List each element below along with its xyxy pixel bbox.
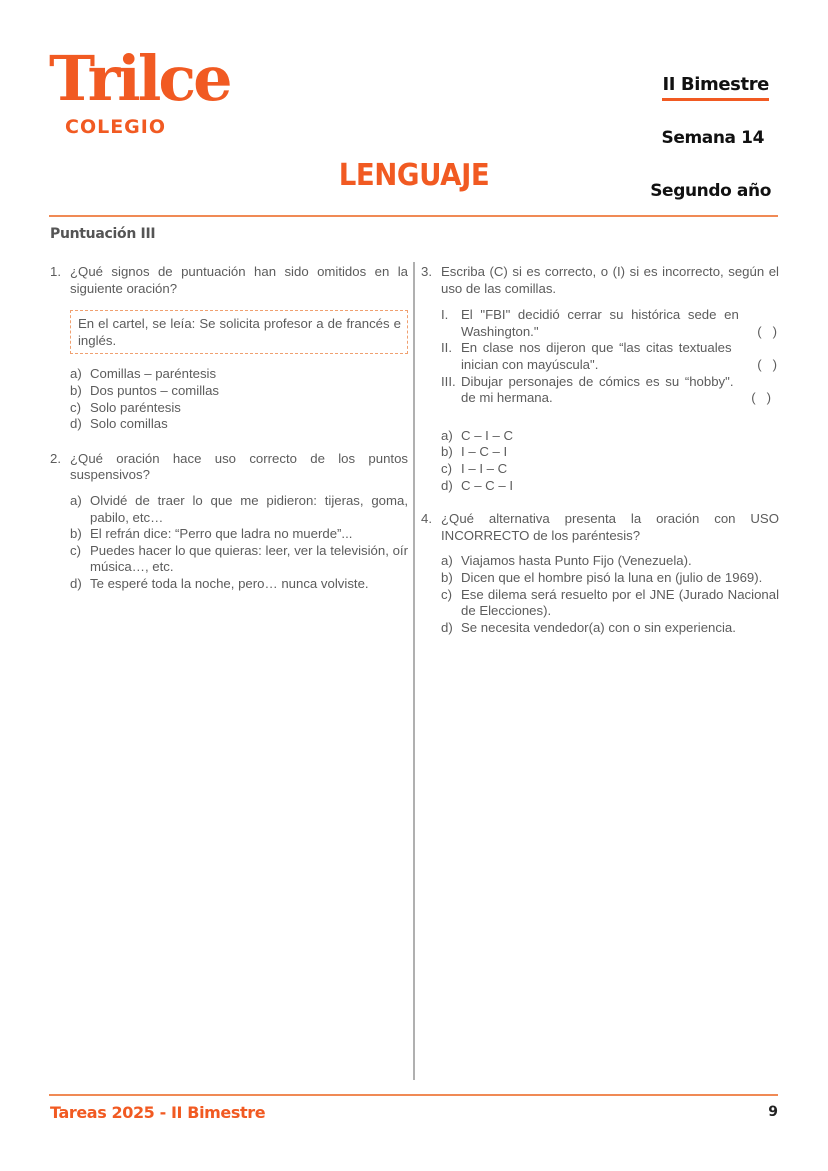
statement-numeral: III. <box>441 373 456 389</box>
left-column <box>50 264 408 593</box>
option-letter: b) <box>70 526 82 542</box>
statement-text: El "FBI" decidió cerrar su histórica sede en <box>461 307 739 323</box>
option-text: C – C – I <box>461 477 514 493</box>
grade-label: Segundo año <box>650 181 771 201</box>
option-letter: c) <box>441 586 452 602</box>
quote-box: En el cartel, se leía: Se solicita profesor a de francés e inglés. <box>70 310 408 354</box>
question-1 <box>50 264 408 433</box>
statements-list <box>441 307 779 407</box>
option-d[interactable] <box>441 620 779 637</box>
option-d[interactable] <box>70 576 408 593</box>
option-text: I – I – C <box>461 460 508 476</box>
question-number: 1. <box>50 264 61 279</box>
logo-subtitle: COLEGIO <box>65 116 166 138</box>
option-text: Se necesita vendedor(a) con o sin experiencia. <box>461 619 736 635</box>
question-4 <box>421 511 779 636</box>
option-letter: c) <box>70 399 81 415</box>
option-text: Solo paréntesis <box>90 399 181 415</box>
topic-title: Puntuación III <box>50 226 156 242</box>
answer-blank[interactable]: ( ) <box>757 356 777 372</box>
option-b[interactable] <box>70 383 408 400</box>
options-list <box>441 553 779 636</box>
option-text: Te esperé toda la noche, pero… nunca volviste. <box>90 575 369 591</box>
option-b[interactable] <box>70 526 408 543</box>
question-text: ¿Qué signos de puntuación han sido omitidos en la siguiente oración? <box>70 264 408 296</box>
option-text: I – C – I <box>461 444 508 460</box>
option-letter: b) <box>441 569 453 585</box>
question-text: ¿Qué oración hace uso correcto de los puntos suspensivos? <box>70 450 408 483</box>
option-b[interactable] <box>441 570 779 587</box>
option-a[interactable] <box>70 493 408 526</box>
option-text: C – I – C <box>461 427 514 443</box>
statement-text-cont: inician con mayúscula". <box>461 356 599 372</box>
option-letter: c) <box>70 542 81 558</box>
option-letter: b) <box>70 382 82 398</box>
option-letter: a) <box>441 427 453 443</box>
option-letter: a) <box>70 366 82 382</box>
statement-numeral: II. <box>441 340 452 356</box>
logo-wordmark: Trilce <box>49 42 230 115</box>
option-text: El refrán dice: “Perro que ladra no muerde”... <box>90 526 353 542</box>
statement-1 <box>441 307 779 340</box>
option-c[interactable] <box>441 587 779 620</box>
option-b[interactable] <box>441 444 779 461</box>
answer-blank[interactable]: ( ) <box>757 323 777 339</box>
subject-title: LENGUAJE <box>338 158 490 193</box>
statement-text-cont: de mi hermana. <box>461 390 553 406</box>
statement-numeral: I. <box>441 307 449 323</box>
statement-3 <box>441 374 779 407</box>
option-letter: b) <box>441 444 453 460</box>
option-text: Viajamos hasta Punto Fijo (Venezuela). <box>461 553 692 569</box>
option-d[interactable] <box>70 416 408 433</box>
option-a[interactable] <box>70 366 408 383</box>
week-label: Semana 14 <box>661 128 764 148</box>
question-2 <box>50 451 408 593</box>
option-letter: c) <box>441 460 452 476</box>
statement-2 <box>441 340 779 373</box>
page-number: 9 <box>768 1104 778 1120</box>
bimester-label: II Bimestre <box>662 74 769 101</box>
question-number: 3. <box>421 264 432 279</box>
footer-title: Tareas 2025 - II Bimestre <box>50 1103 266 1122</box>
school-logo <box>49 42 230 138</box>
option-letter: d) <box>441 477 453 493</box>
option-text: Puedes hacer lo que quieras: leer, ver la televisión, oír música…, etc. <box>90 542 408 575</box>
question-text: ¿Qué alternativa presenta la oración con USO INCORRECTO de los paréntesis? <box>441 511 779 543</box>
option-letter: d) <box>70 416 82 432</box>
option-text: Ese dilema será resuelto por el JNE (Jurado Nacional de Elecciones). <box>461 586 779 619</box>
options-list <box>441 428 779 494</box>
option-c[interactable] <box>441 461 779 478</box>
option-text: Olvidé de traer lo que me pidieron: tijeras, goma, pabilo, etc… <box>90 492 408 525</box>
option-c[interactable] <box>70 400 408 417</box>
option-c[interactable] <box>70 543 408 576</box>
option-text: Dos puntos – comillas <box>90 382 220 398</box>
options-list <box>70 493 408 593</box>
option-letter: a) <box>70 492 82 508</box>
option-d[interactable] <box>441 478 779 495</box>
option-text: Comillas – paréntesis <box>90 366 217 382</box>
option-a[interactable] <box>441 428 779 445</box>
statement-text: Dibujar personajes de cómics es su “hobby". <box>461 373 734 389</box>
options-list <box>70 366 408 432</box>
option-letter: a) <box>441 553 453 569</box>
question-3 <box>421 264 779 494</box>
statement-text: En clase nos dijeron que “las citas textuales <box>461 340 732 356</box>
statement-text-cont: Washington." <box>461 323 539 339</box>
option-letter: d) <box>441 619 453 635</box>
option-text: Dicen que el hombre pisó la luna en (julio de 1969). <box>461 569 763 585</box>
question-number: 4. <box>421 511 432 527</box>
question-number: 2. <box>50 450 61 466</box>
option-a[interactable] <box>441 553 779 570</box>
footer-divider <box>49 1094 778 1096</box>
answer-blank[interactable]: ( ) <box>751 390 771 406</box>
option-text: Solo comillas <box>90 416 168 432</box>
option-letter: d) <box>70 575 82 591</box>
column-divider <box>413 262 415 1080</box>
right-column <box>421 264 779 636</box>
question-text: Escriba (C) si es correcto, o (I) si es incorrecto, según el uso de las comillas. <box>441 264 779 296</box>
header-divider <box>49 215 778 217</box>
